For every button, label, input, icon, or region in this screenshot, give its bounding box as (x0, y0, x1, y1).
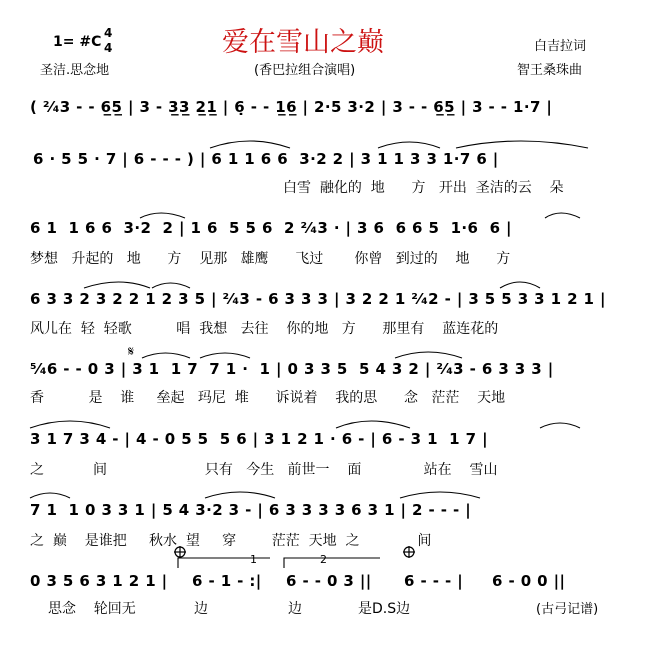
lyric-row-7b: 边 (194, 601, 208, 617)
slur-arc (142, 353, 190, 358)
composer: 智王桑珠曲 (517, 63, 583, 78)
volta-1-bracket (178, 558, 270, 568)
slur-arc (378, 142, 440, 148)
slur-arc (400, 492, 480, 498)
slur-arc (395, 352, 462, 358)
notation-row-8c: 6 - - 0 3 || (286, 572, 372, 590)
lyricist: 白吉拉词 (534, 39, 587, 54)
slur-arc (140, 213, 185, 218)
slur-arc (30, 421, 110, 428)
slur-arc (84, 282, 150, 288)
slur-arc (30, 493, 70, 498)
notation-row-5: ⁵⁄₄6 - - 0 3 | 3 1 1 7 7 1 · 1 | 0 3 3 5 5 4 3 2 | ²⁄₄3 - 6 3 3 3 | (30, 360, 554, 378)
lyric-row-1: 白雪 融化的 地 方 开出 圣洁的云 朵 (283, 180, 564, 196)
slur-arc (210, 141, 290, 148)
lyric-row-2: 梦想 升起的 地 方 见那 雄鹰 飞过 你曾 到过的 地 方 (30, 251, 511, 267)
notation-row-4: 6 3 3 2 3 2 2 1 2 3 5 | ²⁄₄3 - 6 3 3 3 | 3 2 2 1 ²⁄₄2 - | 3 5 5 3 3 1 2 1 | (30, 290, 606, 308)
slur-arc (500, 282, 540, 288)
notation-row-1: ( ²⁄₄3 - - 6̲5̲ | 3 - 3̲3̲ 2̲1̲ | 6̣ - - 1̲6̲ | 2·5 3·2 | 3 - - 6̲5̲ | 3 - - 1·7 | (30, 98, 553, 116)
notation-row-8a: 0 3 5 6 3 1 2 1 | (30, 572, 168, 590)
segno-symbol: 𝄋 (128, 344, 135, 360)
lyric-row-7a: 思念 轮回无 (48, 601, 136, 617)
lyric-row-3: 风儿在 轻 轻歌 唱 我想 去往 你的地 方 那里有 蓝连花的 (30, 321, 499, 337)
lyric-row-7c: 边 (288, 601, 302, 617)
slur-arc (545, 213, 580, 218)
slur-arc (456, 141, 588, 148)
notation-row-8e: 6 - 0 0 || (492, 572, 566, 590)
song-title: 爱在雪山之巅 (222, 27, 384, 58)
slur-arc (336, 421, 410, 428)
notation-row-2: 6 · 5 5 · 7 | 6 - - - ) | 6 1 1 6 6 3·2 2 | 3 1 1 3 3 1·7 6 | (33, 150, 499, 168)
slur-arc (200, 353, 250, 358)
subtitle: 圣洁.思念地 (40, 63, 110, 78)
time-signature-bottom: 4 (104, 41, 113, 55)
notation-row-7: 7 1 1 0 3 3 1 | 5 4 3·2 3 - | 6 3 3 3 3 6 3 1 | 2 - - - | (30, 501, 472, 519)
transcriber-note: (古弓记谱) (536, 602, 599, 617)
key-signature: 1= #C (53, 34, 102, 50)
lyric-row-6: 之 巅 是谁把 秋水 望 穿 茫茫 天地 之 间 (30, 533, 432, 549)
notation-row-8b: 6 - 1 - :| (192, 572, 262, 590)
slur-arc (152, 283, 190, 288)
notation-row-8d: 6 - - - | (404, 572, 464, 590)
volta-2-label: 2 (320, 553, 327, 566)
slur-arc (205, 492, 275, 498)
time-signature-top: 4 (104, 26, 113, 40)
lyric-row-4: 香 是 谁 垒起 玛尼 堆 诉说着 我的思 念 茫茫 天地 (30, 390, 506, 406)
performer: (香巴拉组合演唱) (254, 63, 356, 78)
lyric-row-7d: 是D.S边 (358, 601, 411, 617)
volta-1-label: 1 (250, 553, 257, 566)
notation-row-6: 3 1 7 3 4 - | 4 - 0 5 5 5 6 | 3 1 2 1 · 6 - | 6 - 3 1 1 7 | (30, 430, 488, 448)
slur-arc (540, 423, 580, 428)
lyric-row-5: 之 间 只有 今生 前世一 面 站在 雪山 (30, 462, 498, 478)
volta-2-bracket (284, 558, 380, 568)
notation-row-3: 6 1 1 6 6 3·2 2 | 1 6 5 5 6 2 ²⁄₄3 · | 3 6 6 6 5 1·6 6 | (30, 219, 512, 237)
